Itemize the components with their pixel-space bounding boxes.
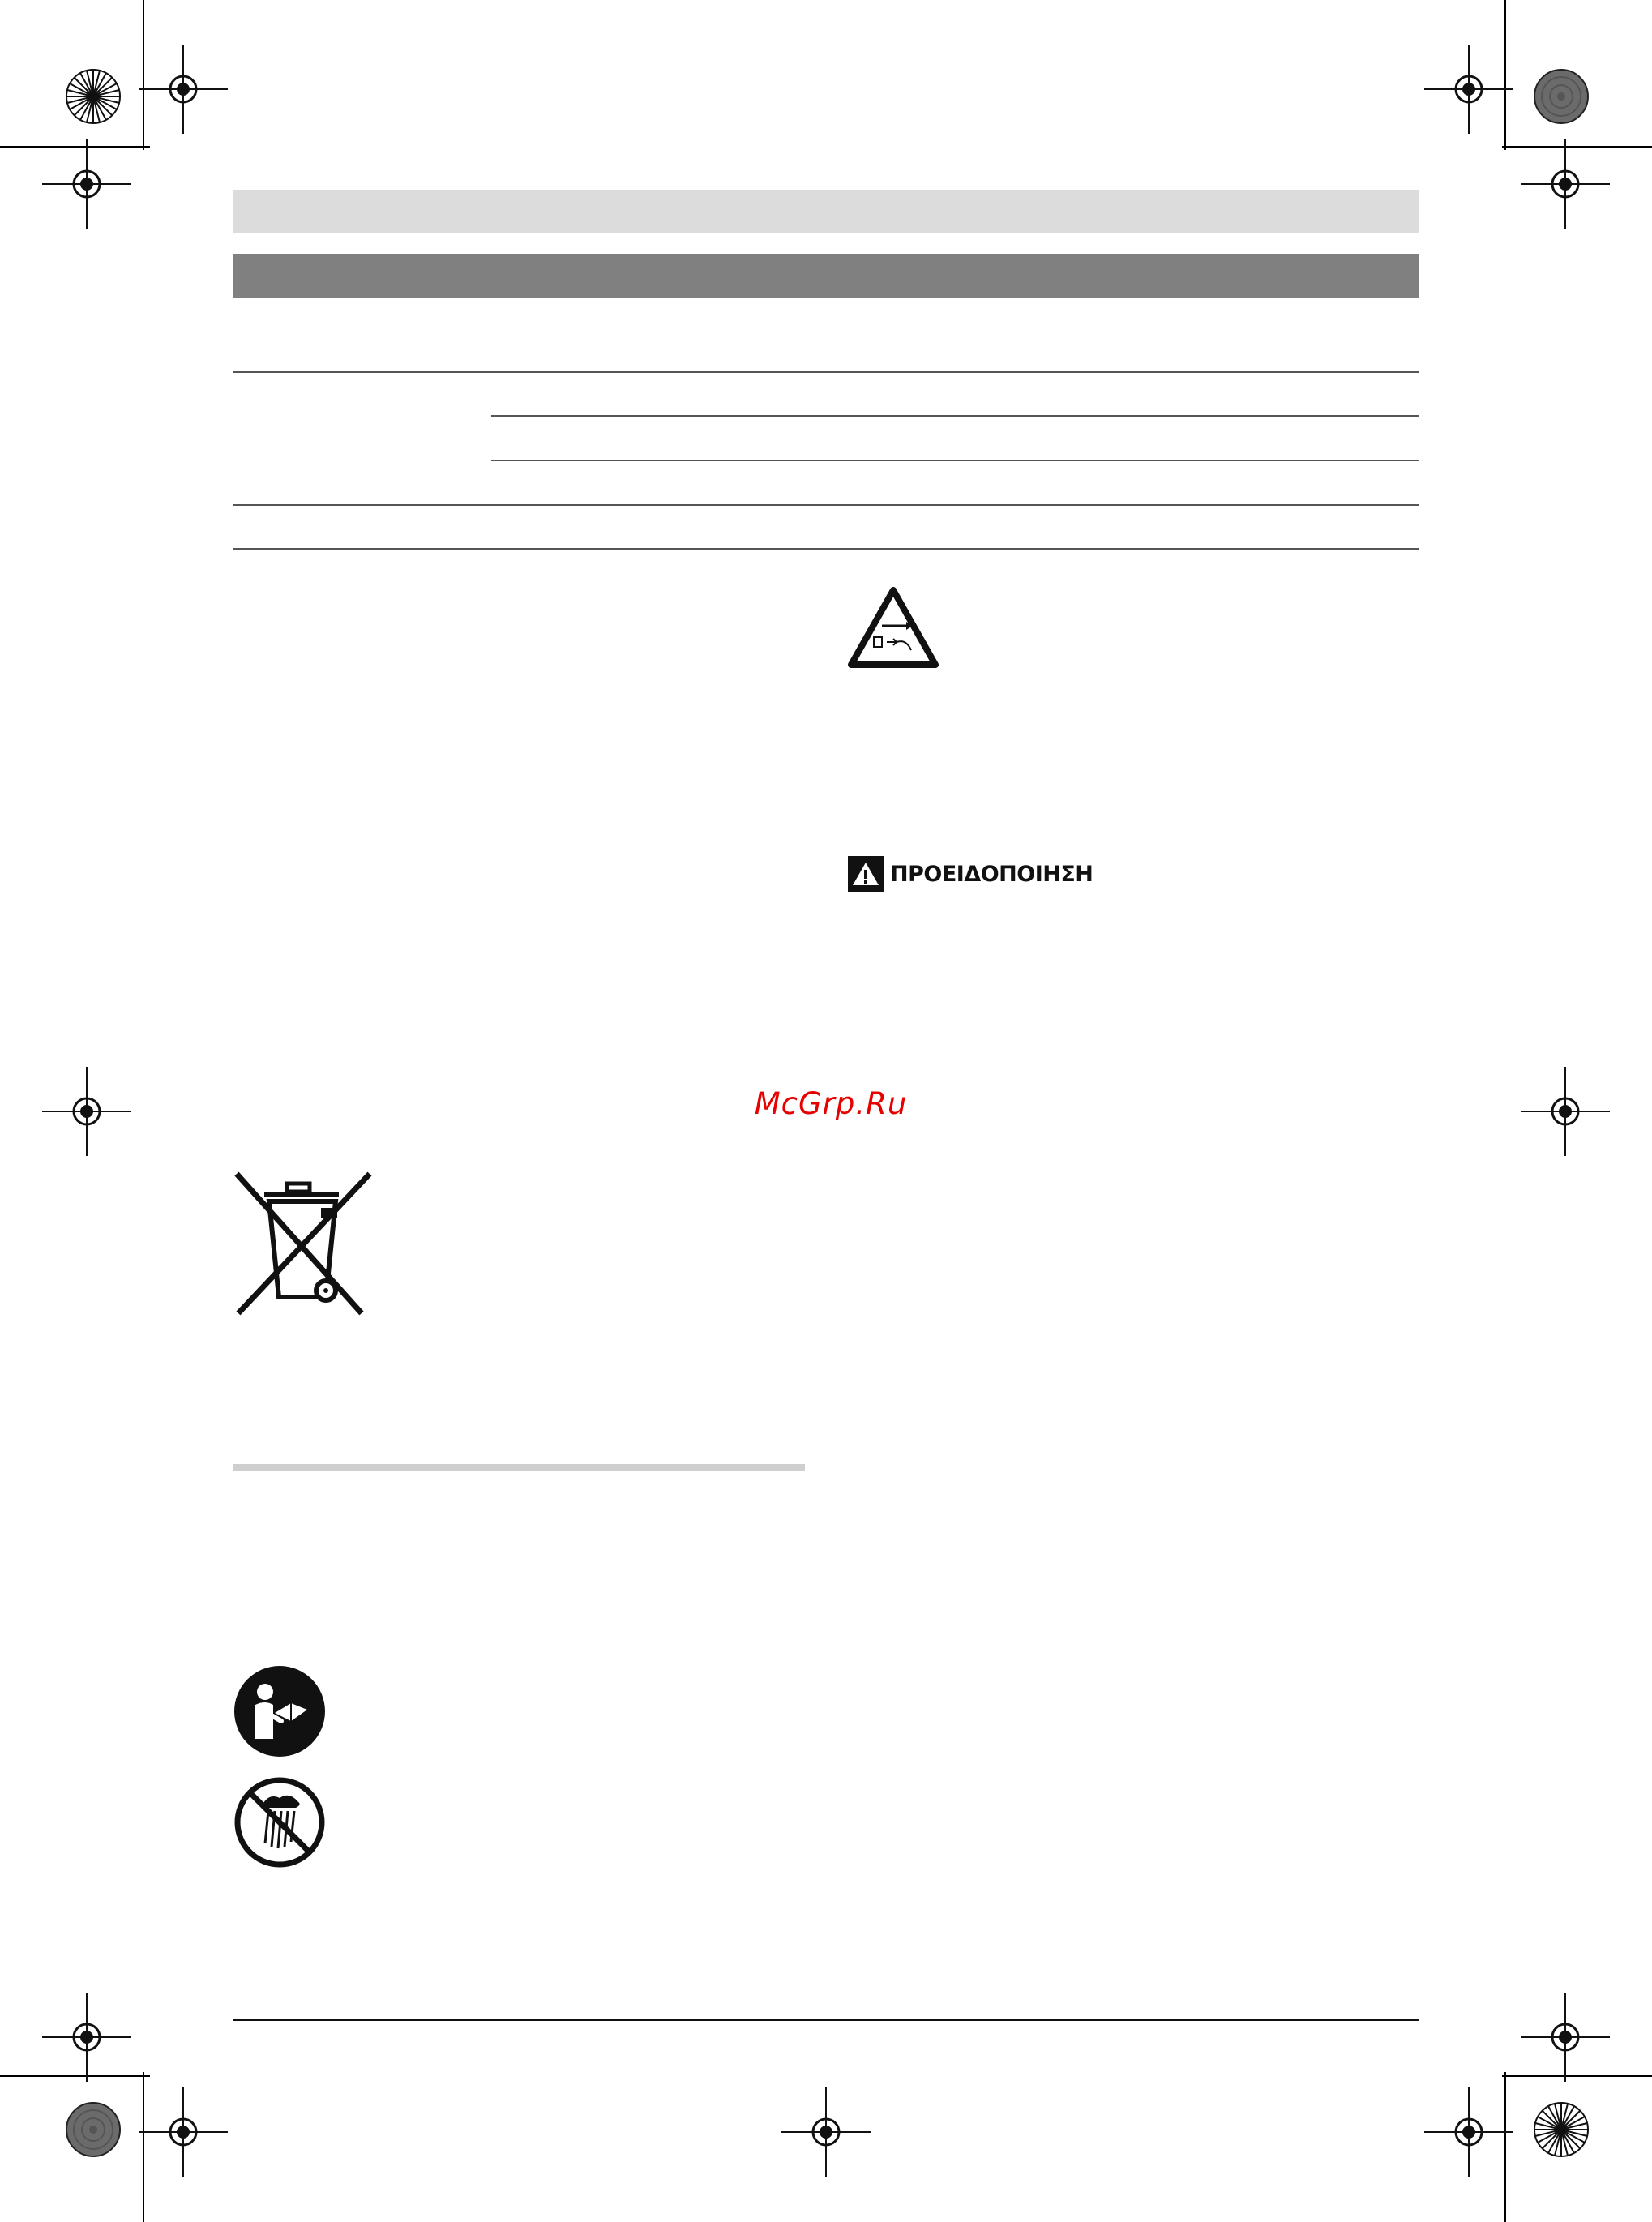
warning-label-text: ΠΡΟΕΙΔΟΠΟΙΗΣΗ <box>890 861 1093 887</box>
read-manual-icon <box>233 1664 327 1758</box>
registration-mark-icon <box>42 139 131 229</box>
header-band-light <box>233 190 1419 233</box>
section-divider <box>233 1464 805 1471</box>
table-rule <box>233 548 1419 550</box>
header-band-dark <box>233 254 1419 298</box>
color-calibration-disc-icon <box>65 2101 122 2158</box>
registration-mark-icon <box>139 45 228 134</box>
watermark: McGrp.Ru <box>754 1086 908 1121</box>
starburst-calibration-disc-icon <box>1533 2101 1590 2158</box>
registration-mark-icon <box>1424 45 1513 134</box>
table-rule <box>233 371 1419 373</box>
table-rule <box>491 415 1419 417</box>
registration-mark-icon <box>42 1993 131 2082</box>
registration-mark-icon <box>139 2087 228 2177</box>
registration-mark-icon <box>781 2087 871 2177</box>
crossed-out-wheeled-bin-icon <box>232 1167 374 1318</box>
warning-label <box>848 855 1093 893</box>
table-rule <box>491 460 1419 461</box>
registration-mark-icon <box>1521 1993 1610 2082</box>
do-not-expose-to-rain-icon <box>233 1775 327 1869</box>
registration-mark-icon <box>1424 2087 1513 2177</box>
registration-mark-icon <box>42 1067 131 1156</box>
unplug-warning-triangle-icon <box>846 585 940 670</box>
table-rule <box>233 504 1419 506</box>
registration-mark-icon <box>1521 1067 1610 1156</box>
registration-mark-icon <box>1521 139 1610 229</box>
starburst-calibration-disc-icon <box>65 68 122 125</box>
color-calibration-disc-icon <box>1533 68 1590 125</box>
warning-exclamation-icon <box>848 856 884 892</box>
footer-rule <box>233 2019 1419 2021</box>
